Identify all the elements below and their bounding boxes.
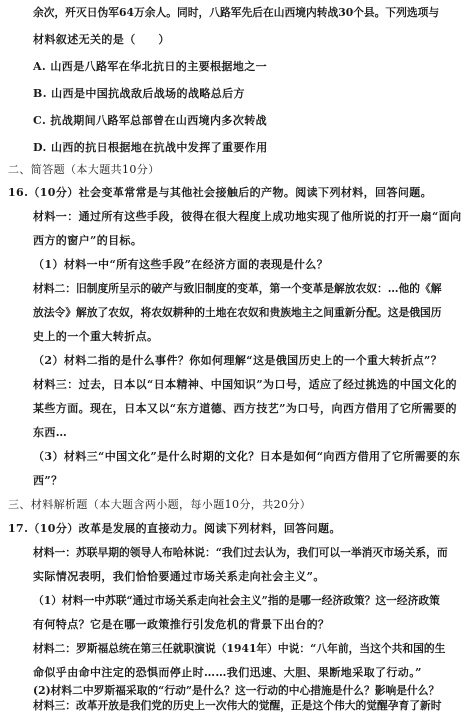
q16-stem: 16.（10分）社会变革常常是与其他社会接触后的产物。阅读下列材料，回答问题。: [8, 186, 433, 199]
q17-material3-line1: 材料三：改革开放是我们党的历史上一次伟大的觉醒，正是这个伟大的觉醒孕育了新时: [33, 699, 442, 712]
q16-material3-line3: 东西…: [33, 426, 68, 439]
q15-stem-line2: 材料叙述无关的是（ ）: [33, 33, 170, 46]
q16-material3-line1: 材料三：过去，日本以“日本精神、中国知识”为口号，适应了经过挑选的中国文化的: [33, 378, 457, 391]
q17-material1-line2: 实际情况表明，我们恰恰要通过市场关系走向社会主义”。: [33, 570, 325, 583]
section-3-heading: 三、材料解析题（本大题含两小题，每小题10分，共20分）: [8, 498, 312, 511]
q17-material2-line2: 命似乎由命中注定的恐惧而停止时……我们迅速、大胆、果断地采取了行动。”: [33, 666, 422, 679]
q15-option-d: D. 山西的抗日根据地在抗战中发挥了重要作用: [33, 141, 268, 154]
q16-question3-line1: （3）材料三“中国文化”是什么时期的文化？日本是如何“向西方借用了它所需要的东: [33, 450, 461, 463]
q16-question3-line2: 西”？: [33, 474, 63, 487]
q15-option-b: B. 山西是中国抗战敌后战场的战略总后方: [33, 87, 245, 100]
q17-question1-line1: （1）材料一中苏联“通过市场关系走向社会主义”指的是哪一经济政策？这一经济政策: [33, 594, 440, 607]
q15-stem-line1: 余次，歼灭日伪军64万余人。同时，八路军先后在山西境内转战30个县。下列选项与: [33, 6, 440, 19]
q16-material2-line1: 材料二：旧制度所呈示的破产与致旧制度的变革，第一个变革是解放农奴：…他的《解: [33, 282, 442, 295]
q16-material2-line3: 史上的一个重大转折点。: [33, 330, 159, 343]
q17-question1-line2: 有何特点？它是在哪一政策推行引发危机的背景下出台的？: [33, 618, 330, 631]
q16-material3-line2: 某些方面。现在，日本又以“东方道德、西方技艺”为口号，向西方借用了它所需要的: [33, 402, 457, 415]
q15-option-a: A. 山西是八路军在华北抗日的主要根据地之一: [33, 60, 267, 73]
q17-material2-line1: 材料二：罗斯福总统在第三任就职演说（1941年）中说：“八年前，当这个共和国的生: [33, 642, 446, 655]
section-2-heading: 二、简答题（本大题共10分）: [8, 163, 160, 176]
q16-question1: （1）材料一中“所有这些手段”在经济方面的表现是什么？: [33, 258, 329, 271]
q17-stem: 17.（10分）改革是发展的直接动力。阅读下列材料，回答问题。: [8, 522, 341, 535]
q16-question2: （2）材料二指的是什么事件？你如何理解“这是俄国历史上的一个重大转折点”？: [33, 354, 443, 367]
q16-material1-line2: 西方的窗户”的目标。: [33, 234, 143, 247]
q17-question2: (2)材料二中罗斯福采取的“行动”是什么？这一行动的中心措施是什么？影响是什么？: [33, 684, 440, 697]
q15-option-c: C. 抗战期间八路军总部曾在山西境内多次转战: [33, 114, 268, 127]
q16-material1-line1: 材料一：通过所有这些手段，彼得在很大程度上成功地实现了他所说的打开一扇“面向: [33, 210, 462, 223]
q17-material1-line1: 材料一：苏联早期的领导人布哈林说：“我们过去认为，我们可以一举消灭市场关系，而: [33, 546, 448, 559]
q16-material2-line2: 放法令》解放了农奴，将农奴耕种的土地在农奴和贵族地主之间重新分配。这是俄国历: [33, 306, 442, 319]
